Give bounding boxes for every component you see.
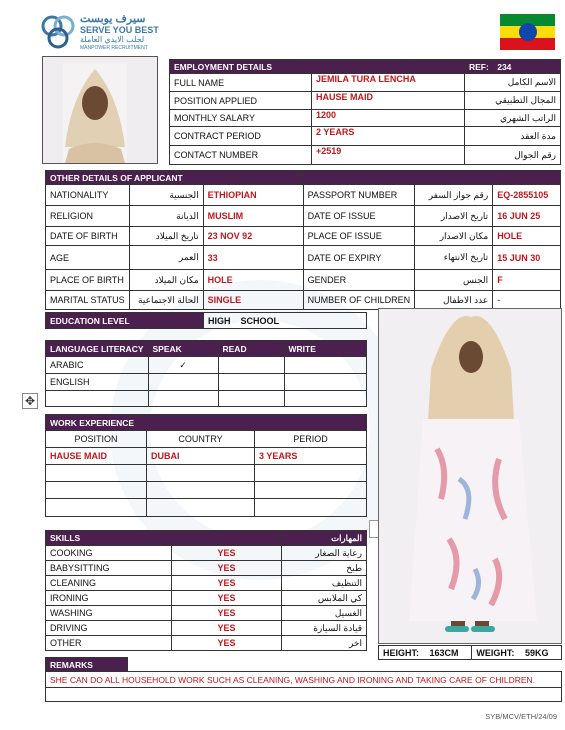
work-position: [46, 499, 147, 517]
left-value: 23 NOV 92: [203, 227, 303, 246]
skill-name: DRIVING: [46, 621, 172, 636]
detail-row: [46, 185, 561, 206]
ref-label: REF:: [469, 61, 489, 72]
brand-arabic-sub: لجلب الايدي العاملة: [80, 35, 145, 44]
detail-row: [46, 270, 561, 291]
row-value: HAUSE MAID: [312, 92, 465, 110]
write-cell: [284, 357, 367, 374]
left-arabic-label: الجنسية: [129, 185, 203, 206]
remarks-header: REMARKS: [46, 658, 128, 672]
logo-knot-icon: [40, 12, 76, 52]
skill-value: YES: [172, 561, 282, 576]
detail-row: [46, 206, 561, 227]
read-cell: [218, 357, 284, 374]
detail-row: [46, 291, 561, 310]
row-arabic-label: الاسم الكامل: [465, 74, 561, 92]
left-label: AGE: [46, 246, 130, 270]
skill-name: OTHER: [46, 636, 172, 651]
work-period: [255, 482, 367, 499]
right-label: GENDER: [303, 270, 415, 291]
right-value: EQ-2855105: [493, 185, 561, 206]
row-value: 1200: [312, 110, 465, 127]
employment-row: [170, 74, 561, 92]
education-value: HIGH SCHOOL: [204, 313, 367, 329]
other-details-table: [45, 170, 561, 310]
speak-cell: [148, 374, 218, 391]
language-row: [46, 391, 367, 407]
employment-row: [170, 92, 561, 110]
ref-cell: [465, 60, 561, 74]
height-label: HEIGHT:: [383, 647, 419, 658]
language-row: [46, 374, 367, 391]
employment-row: [170, 146, 561, 165]
skill-name: BABYSITTING: [46, 561, 172, 576]
row-label: FULL NAME: [170, 74, 312, 92]
row-arabic-label: الراتب الشهري: [465, 110, 561, 127]
skills-table: [45, 530, 367, 651]
row-label: POSITION APPLIED: [170, 92, 312, 110]
skills-header: SKILLS: [46, 531, 282, 546]
read-cell: [218, 374, 284, 391]
right-arabic-label: عدد الاطفال: [415, 291, 493, 310]
height-value: 163CM: [429, 647, 459, 658]
right-value: -: [493, 291, 561, 310]
work-row: [46, 448, 367, 465]
country-column-header: COUNTRY: [147, 431, 255, 448]
left-label: RELIGION: [46, 206, 130, 227]
skill-value: YES: [172, 591, 282, 606]
work-row: [46, 499, 367, 517]
left-arabic-label: الديانة: [129, 206, 203, 227]
row-value: JEMILA TURA LENCHA: [312, 74, 465, 92]
row-label: MONTHLY SALARY: [170, 110, 312, 127]
skill-name: COOKING: [46, 546, 172, 561]
skill-arabic: التنظيف: [282, 576, 367, 591]
detail-row: [46, 246, 561, 270]
row-arabic-label: المجال التطبيقي: [465, 92, 561, 110]
row-label: CONTRACT PERIOD: [170, 127, 312, 146]
skill-name: WASHING: [46, 606, 172, 621]
work-row: [46, 465, 367, 482]
skill-arabic: اخر: [282, 636, 367, 651]
flag-emblem-icon: [519, 23, 537, 41]
right-value: 15 JUN 30: [493, 246, 561, 270]
write-cell: [284, 374, 367, 391]
right-label: DATE OF EXPIRY: [303, 246, 415, 270]
right-value: HOLE: [493, 227, 561, 246]
work-row: [46, 482, 367, 499]
read-header: READ: [218, 341, 284, 357]
write-header: WRITE: [284, 341, 367, 357]
right-arabic-label: تاريخ الانتهاء: [415, 246, 493, 270]
weight-value: 59KG: [524, 647, 549, 658]
skill-name: IRONING: [46, 591, 172, 606]
skills-header-arabic: المهارات: [282, 531, 367, 546]
skill-row: [46, 636, 367, 651]
skill-arabic: كي الملابس: [282, 591, 367, 606]
work-experience-header: WORK EXPERIENCE: [46, 415, 367, 431]
skill-value: YES: [172, 576, 282, 591]
work-country: DUBAI: [147, 448, 255, 465]
brand-logo: [40, 12, 180, 54]
weight-label: WEIGHT:: [476, 647, 515, 658]
skill-arabic: الغسيل: [282, 606, 367, 621]
right-arabic-label: الجنس: [415, 270, 493, 291]
skill-value: YES: [172, 636, 282, 651]
work-position: [46, 465, 147, 482]
work-country: [147, 465, 255, 482]
skill-arabic: قيادة السيارة: [282, 621, 367, 636]
left-value: MUSLIM: [203, 206, 303, 227]
ethiopia-flag: [500, 14, 555, 50]
remarks-table: [45, 657, 562, 702]
left-value: SINGLE: [203, 291, 303, 310]
left-label: MARITAL STATUS: [46, 291, 130, 310]
full-body-photo: [378, 308, 562, 644]
employment-row: [170, 110, 561, 127]
right-arabic-label: رقم جواز السفر: [415, 185, 493, 206]
employment-details-header: EMPLOYMENT DETAILS: [170, 60, 465, 74]
brand-arabic-name: سيرف يوبست: [80, 13, 146, 25]
left-value: HOLE: [203, 270, 303, 291]
skill-row: [46, 546, 367, 561]
left-arabic-label: مكان الميلاد: [129, 270, 203, 291]
language-name: ARABIC: [46, 357, 149, 374]
work-period: 3 YEARS: [255, 448, 367, 465]
left-value: ETHIOPIAN: [203, 185, 303, 206]
speak-cell: [148, 391, 218, 407]
work-period: [255, 465, 367, 482]
brand-name: SERVE YOU BEST: [80, 25, 159, 35]
skill-row: [46, 591, 367, 606]
right-label: PASSPORT NUMBER: [303, 185, 415, 206]
right-label: DATE OF ISSUE: [303, 206, 415, 227]
left-label: PLACE OF BIRTH: [46, 270, 130, 291]
speak-check-icon: ✓: [148, 357, 218, 374]
row-label: CONTACT NUMBER: [170, 146, 312, 165]
language-row: [46, 357, 367, 374]
row-value: 2 YEARS: [312, 127, 465, 146]
right-value: F: [493, 270, 561, 291]
skill-row: [46, 606, 367, 621]
write-cell: [284, 391, 367, 407]
right-value: 16 JUN 25: [493, 206, 561, 227]
right-arabic-label: مكان الاصدار: [415, 227, 493, 246]
employment-details-table: [169, 59, 561, 165]
portrait-photo: [42, 56, 158, 164]
period-column-header: PERIOD: [255, 431, 367, 448]
skill-value: YES: [172, 606, 282, 621]
remarks-header-fill: [128, 658, 562, 672]
work-period: [255, 499, 367, 517]
work-experience-table: [45, 414, 367, 517]
left-arabic-label: تاريخ الميلاد: [129, 227, 203, 246]
skill-row: [46, 621, 367, 636]
work-position: [46, 482, 147, 499]
other-details-header: OTHER DETAILS OF APPLICANT: [46, 171, 304, 185]
document-code: SYB/MCV/ETH/24/09: [485, 712, 557, 721]
detail-row: [46, 227, 561, 246]
language-name: [46, 391, 149, 407]
left-value: 33: [203, 246, 303, 270]
row-value: +2519: [312, 146, 465, 165]
right-label: PLACE OF ISSUE: [303, 227, 415, 246]
move-handle-icon[interactable]: ✥: [22, 393, 38, 409]
row-arabic-label: مدة العقد: [465, 127, 561, 146]
speak-header: SPEAK: [148, 341, 218, 357]
remarks-empty-row: [46, 688, 562, 702]
skill-row: [46, 576, 367, 591]
read-cell: [218, 391, 284, 407]
row-arabic-label: رقم الجوال: [465, 146, 561, 165]
skill-arabic: طبخ: [282, 561, 367, 576]
employment-row: [170, 127, 561, 146]
skill-value: YES: [172, 546, 282, 561]
work-country: [147, 499, 255, 517]
education-label: EDUCATION LEVEL: [46, 313, 204, 329]
left-label: NATIONALITY: [46, 185, 130, 206]
language-table: [45, 340, 367, 407]
education-table: [45, 312, 367, 329]
work-country: [147, 482, 255, 499]
left-label: DATE OF BIRTH: [46, 227, 130, 246]
skill-value: YES: [172, 621, 282, 636]
language-name: ENGLISH: [46, 374, 149, 391]
brand-sub: MANPOWER RECRUITMENT: [80, 45, 148, 51]
skill-row: [46, 561, 367, 576]
left-arabic-label: الحالة الاجتماعية: [129, 291, 203, 310]
remarks-text: SHE CAN DO ALL HOUSEHOLD WORK SUCH AS CLEANING, WASHING AND IRONING AND TAKING CARE OF CHILDREN.: [46, 672, 562, 688]
ref-value: 234: [497, 61, 512, 72]
skill-name: CLEANING: [46, 576, 172, 591]
skill-arabic: رعاية الصغار: [282, 546, 367, 561]
other-details-header-fill: [303, 171, 560, 185]
right-label: NUMBER OF CHILDREN: [303, 291, 415, 310]
work-position: HAUSE MAID: [46, 448, 147, 465]
right-arabic-label: تاريخ الاصدار: [415, 206, 493, 227]
left-arabic-label: العمر: [129, 246, 203, 270]
language-header: LANGUAGE LITERACY: [46, 341, 149, 357]
position-column-header: POSITION: [46, 431, 147, 448]
